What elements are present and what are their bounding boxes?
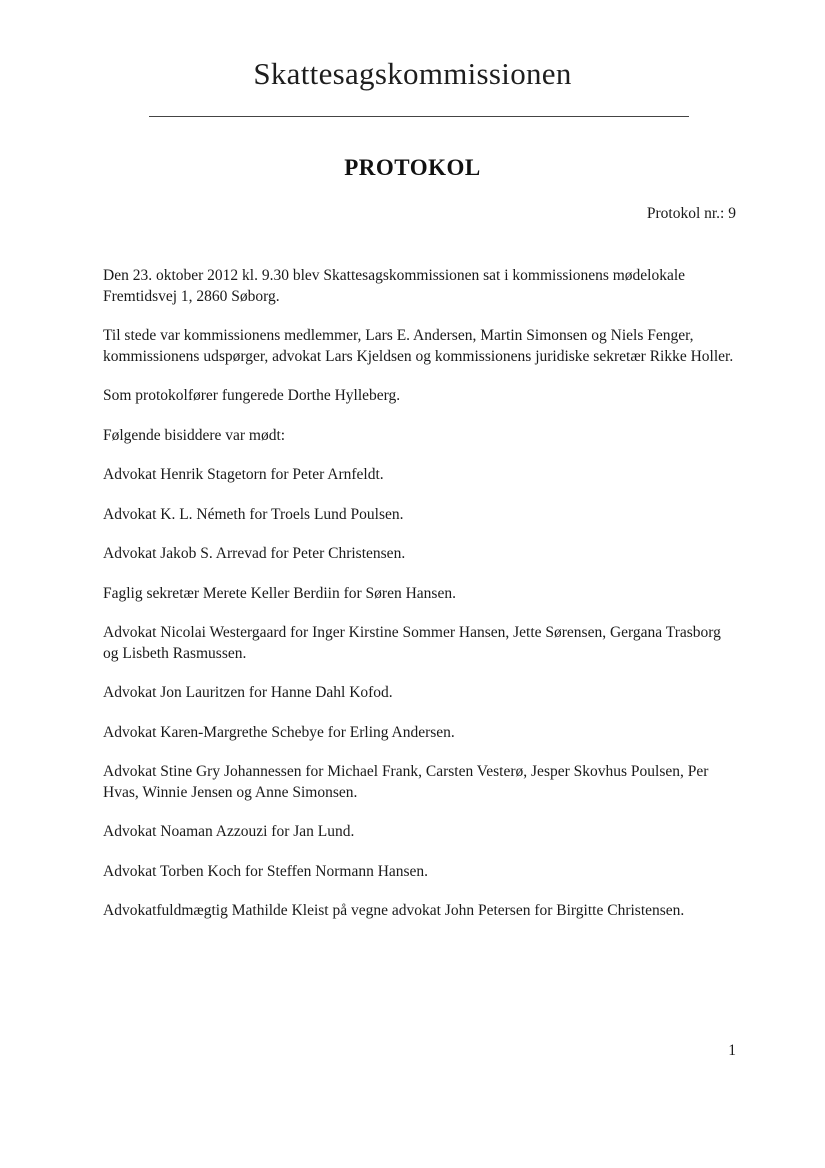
protocol-number: Protokol nr.: 9 (646, 205, 736, 222)
paragraph-meeting-opening: Den 23. oktober 2012 kl. 9.30 blev Skattesagskommissionen sat i kommissionens mødelokale Fremtidsvej 1, 2860 Søborg. (103, 267, 686, 305)
paragraph-counsel-entry: Advokat Nicolai Westergaard for Inger Kirstine Sommer Hansen, Jette Sørensen, Gergana Trasborg og Lisbeth Rasmussen. (103, 624, 721, 662)
paragraph-counsel-entry: Advokat K. L. Németh for Troels Lund Poulsen. (103, 505, 404, 523)
paragraph-counsel-entry: Advokat Henrik Stagetorn for Peter Arnfeldt. (103, 466, 384, 483)
paragraph-minute-taker: Som protokolfører fungerede Dorthe Hylleberg. (103, 387, 401, 404)
paragraph-counsel-entry: Advokat Jakob S. Arrevad for Peter Christensen. (103, 545, 406, 562)
paragraph-counsel-intro: Følgende bisiddere var mødt: (103, 426, 286, 444)
paragraph-attendees: Til stede var kommissionens medlemmer, Lars E. Andersen, Martin Simonsen og Niels Fenger, kommissionens udspørger, advokat Lars Kjeldsen og kommissionens juridiske sekretær Rikke Holler. (103, 327, 734, 365)
document-heading: PROTOKOL (344, 155, 481, 180)
paragraph-counsel-entry: Advokat Stine Gry Johannessen for Michael Frank, Carsten Vesterø, Jesper Skovhus Poulsen, Per Hvas, Winnie Jensen og Anne Simonsen. (103, 763, 709, 801)
paragraph-counsel-entry: Faglig sekretær Merete Keller Berdiin for Søren Hansen. (103, 584, 456, 602)
paragraph-counsel-entry: Advokat Jon Lauritzen for Hanne Dahl Kofod. (103, 684, 393, 701)
paragraph-counsel-entry: Advokat Noaman Azzouzi for Jan Lund. (103, 823, 355, 840)
page-number: 1 (728, 1042, 736, 1059)
paragraph-counsel-entry: Advokat Torben Koch for Steffen Normann Hansen. (103, 862, 429, 880)
header-divider (149, 116, 689, 117)
organization-title: Skattesagskommissionen (253, 56, 572, 91)
protocol-body (103, 266, 738, 941)
paragraph-counsel-entry: Advokat Karen-Margrethe Schebye for Erling Andersen. (103, 723, 455, 741)
paragraph-counsel-entry: Advokatfuldmægtig Mathilde Kleist på vegne advokat John Petersen for Birgitte Christensen. (103, 902, 685, 919)
